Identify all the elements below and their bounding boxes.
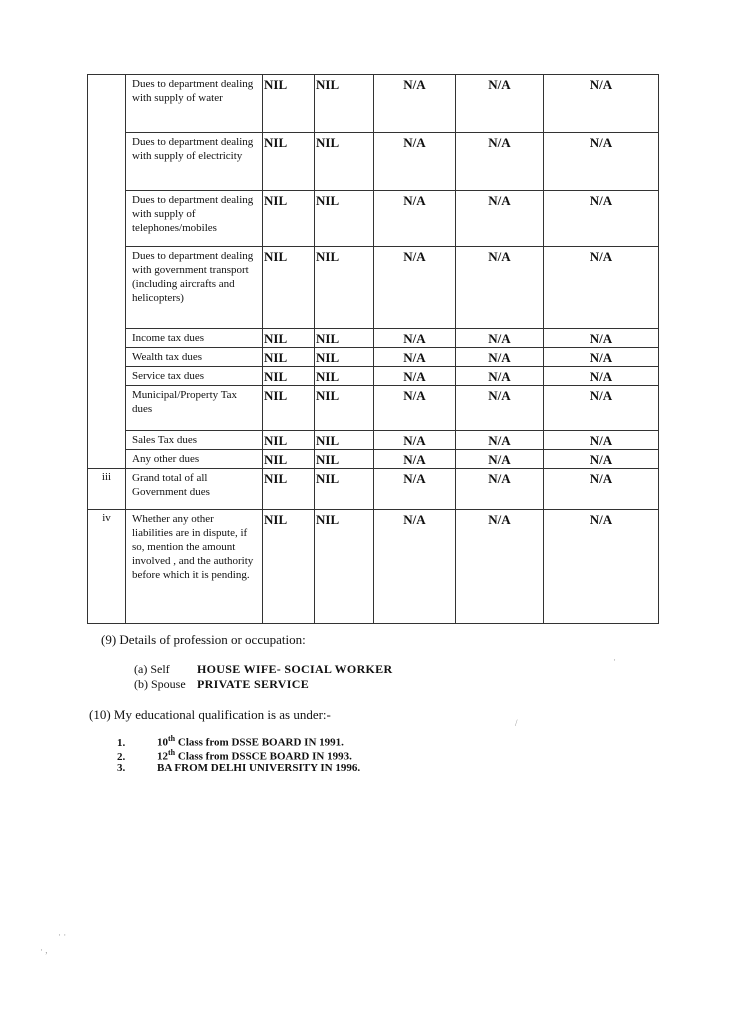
dues-item-label: Wealth tax dues	[126, 348, 263, 367]
scan-speck: /	[515, 718, 518, 728]
dues-value-cell: NIL	[263, 133, 315, 191]
occupation-spouse-label: (b) Spouse	[134, 677, 186, 691]
dues-row	[88, 348, 659, 367]
dues-value-cell: NIL	[263, 348, 315, 367]
scan-speck: · ,	[40, 945, 48, 955]
dues-value-cell: N/A	[374, 431, 456, 450]
dues-value-cell: N/A	[374, 75, 456, 133]
occupation-spouse	[134, 677, 309, 692]
dues-item-label: Municipal/Property Tax dues	[126, 386, 263, 431]
dues-row	[88, 431, 659, 450]
dues-row	[88, 191, 659, 247]
education-item-text: 10	[157, 736, 168, 749]
dues-value-cell: N/A	[544, 348, 659, 367]
dues-value-cell: N/A	[544, 510, 659, 624]
dues-item-label: Dues to department dealing with government transport (including aircrafts and helicopters)	[126, 247, 263, 329]
dues-value-cell: N/A	[544, 191, 659, 247]
education-item-text-rest: Class from DSSE BOARD IN 1991.	[175, 736, 344, 749]
education-item-text-rest: Class from DSSCE BOARD IN 1993.	[175, 750, 352, 763]
dues-value-cell: N/A	[374, 386, 456, 431]
dues-value-cell: NIL	[263, 191, 315, 247]
dues-value-cell: N/A	[374, 329, 456, 348]
dues-value-cell: N/A	[456, 367, 544, 386]
dues-value-cell: NIL	[315, 329, 374, 348]
scan-speck: ·	[613, 655, 616, 665]
dues-value-cell: N/A	[374, 191, 456, 247]
education-item-number: 2.	[117, 750, 126, 763]
dues-value-cell: N/A	[544, 247, 659, 329]
dues-value-cell: NIL	[315, 133, 374, 191]
education-item-number: 3.	[117, 762, 126, 774]
occupation-self-label: (a) Self	[134, 662, 170, 676]
dues-value-cell: N/A	[544, 75, 659, 133]
education-item-text: 12	[157, 750, 168, 763]
education-item-superscript: th	[168, 734, 176, 743]
dues-value-cell: N/A	[456, 450, 544, 469]
dues-row	[88, 367, 659, 386]
education-item-superscript: th	[168, 748, 176, 757]
dues-value-cell: NIL	[315, 247, 374, 329]
dues-value-cell: N/A	[374, 469, 456, 510]
dues-value-cell: NIL	[315, 450, 374, 469]
dues-value-cell: N/A	[456, 247, 544, 329]
dues-value-cell: N/A	[374, 450, 456, 469]
dues-value-cell: NIL	[263, 469, 315, 510]
education-item-text: BA FROM DELHI UNIVERSITY IN 1996.	[157, 762, 361, 774]
dues-value-cell: NIL	[315, 431, 374, 450]
dues-row	[88, 450, 659, 469]
dues-value-cell: N/A	[544, 329, 659, 348]
dues-value-cell: NIL	[263, 510, 315, 624]
dues-item-label: Dues to department dealing with supply of electricity	[126, 133, 263, 191]
dues-row	[88, 386, 659, 431]
dues-value-cell: NIL	[263, 367, 315, 386]
scan-speck: · ·	[58, 930, 67, 940]
dues-row	[88, 469, 659, 510]
dues-value-cell: NIL	[263, 75, 315, 133]
education-item	[117, 748, 352, 763]
dues-item-label: Sales Tax dues	[126, 431, 263, 450]
dues-value-cell: N/A	[456, 348, 544, 367]
row-number-cell: iv	[88, 510, 126, 624]
dues-value-cell: NIL	[315, 367, 374, 386]
dues-value-cell: N/A	[456, 510, 544, 624]
dues-value-cell: N/A	[456, 75, 544, 133]
section-9-heading: (9) Details of profession or occupation:	[101, 632, 306, 647]
dues-row	[88, 329, 659, 348]
dues-value-cell: N/A	[544, 386, 659, 431]
dues-row	[88, 133, 659, 191]
dues-table	[87, 74, 659, 624]
row-number-cell: iii	[88, 469, 126, 510]
dues-value-cell: NIL	[315, 75, 374, 133]
dues-value-cell: N/A	[456, 329, 544, 348]
dues-item-label: Dues to department dealing with supply of telephones/mobiles	[126, 191, 263, 247]
dues-value-cell: N/A	[374, 348, 456, 367]
occupation-self	[134, 662, 392, 677]
dues-value-cell: N/A	[544, 367, 659, 386]
dues-value-cell: N/A	[544, 431, 659, 450]
dues-item-label: Whether any other liabilities are in dispute, if so, mention the amount involved , and the authority before which it is pending.	[126, 510, 263, 624]
dues-value-cell: NIL	[263, 450, 315, 469]
dues-value-cell: N/A	[374, 247, 456, 329]
dues-value-cell: N/A	[544, 450, 659, 469]
education-item-number: 1.	[117, 736, 126, 749]
dues-value-cell: N/A	[374, 510, 456, 624]
dues-item-label: Service tax dues	[126, 367, 263, 386]
dues-value-cell: NIL	[263, 329, 315, 348]
dues-value-cell: NIL	[315, 348, 374, 367]
dues-value-cell: NIL	[263, 386, 315, 431]
education-item	[117, 762, 360, 774]
dues-value-cell: N/A	[544, 133, 659, 191]
education-item	[117, 734, 344, 749]
dues-item-label: Income tax dues	[126, 329, 263, 348]
dues-value-cell: NIL	[315, 510, 374, 624]
dues-value-cell: NIL	[315, 469, 374, 510]
occupation-self-value: HOUSE WIFE- SOCIAL WORKER	[197, 662, 393, 676]
occupation-spouse-value: PRIVATE SERVICE	[197, 677, 309, 691]
dues-value-cell: N/A	[456, 191, 544, 247]
dues-value-cell: N/A	[456, 469, 544, 510]
dues-value-cell: N/A	[456, 386, 544, 431]
dues-item-label: Grand total of all Government dues	[126, 469, 263, 510]
section-10-heading: (10) My educational qualification is as under:-	[89, 707, 331, 722]
dues-value-cell: NIL	[263, 247, 315, 329]
dues-row	[88, 247, 659, 329]
dues-item-label: Any other dues	[126, 450, 263, 469]
dues-value-cell: N/A	[374, 367, 456, 386]
dues-item-label: Dues to department dealing with supply of water	[126, 75, 263, 133]
dues-value-cell: N/A	[456, 431, 544, 450]
row-number-cell	[88, 75, 126, 469]
dues-value-cell: NIL	[315, 386, 374, 431]
dues-value-cell: N/A	[544, 469, 659, 510]
dues-value-cell: N/A	[374, 133, 456, 191]
dues-value-cell: NIL	[315, 191, 374, 247]
dues-row	[88, 75, 659, 133]
dues-value-cell: NIL	[263, 431, 315, 450]
dues-value-cell: N/A	[456, 133, 544, 191]
dues-row	[88, 510, 659, 624]
